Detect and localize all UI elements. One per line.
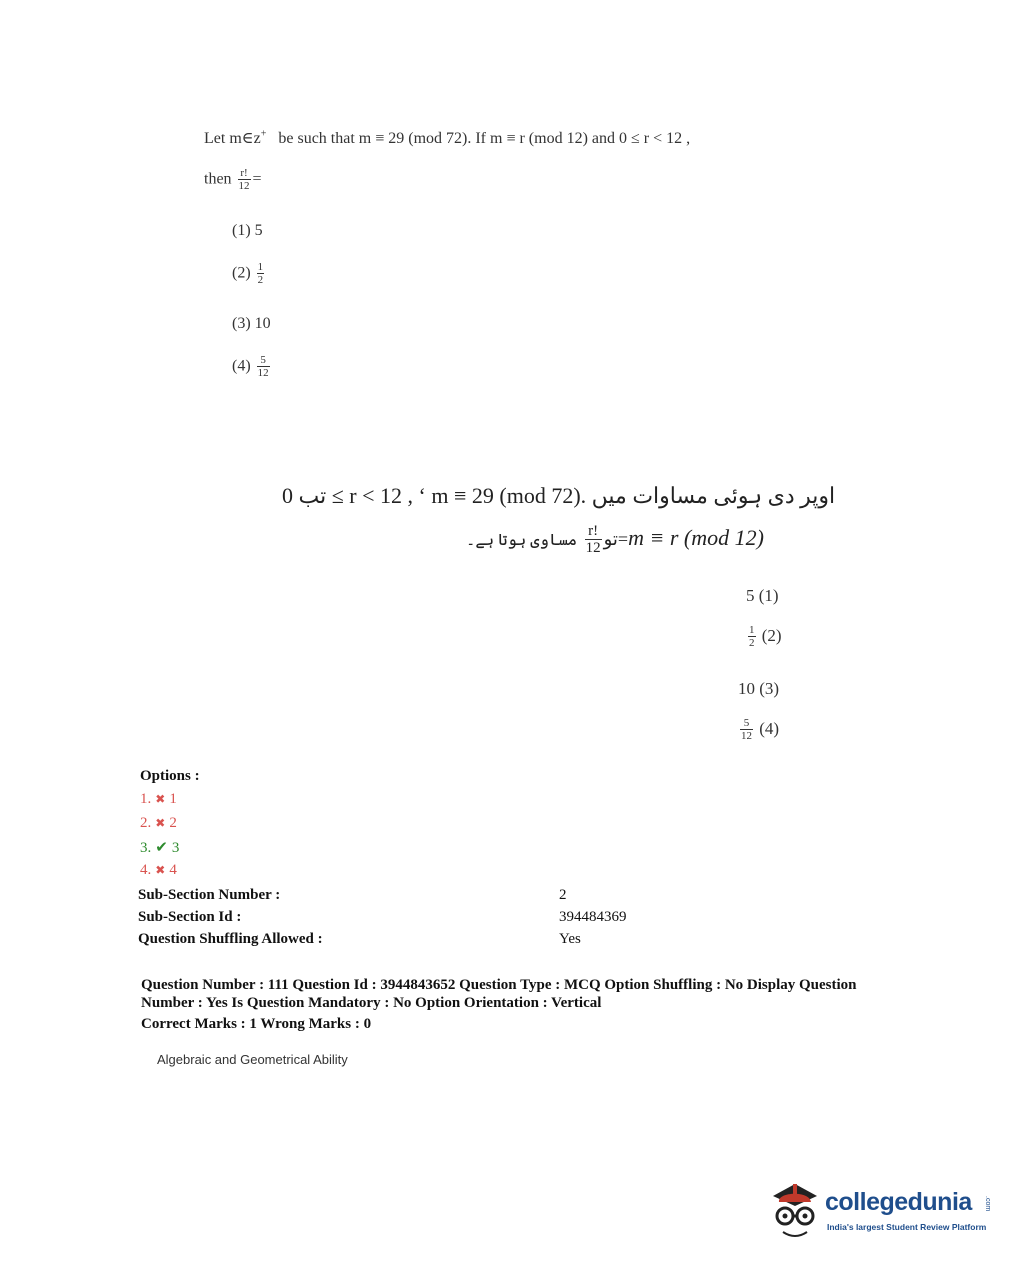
question-meta-line-3: Correct Marks : 1 Wrong Marks : 0 — [141, 1016, 372, 1032]
cross-icon: ✖ — [155, 816, 166, 830]
fraction: $\frac{5}{12}$ — [741, 717, 752, 742]
subsection-id-value: 394484369 — [559, 909, 627, 925]
question-meta-line-1: Question Number : 111 Question Id : 3944843652 Question Type : MCQ Option Shuffling : No Display Question — [141, 977, 857, 993]
en-option-3: (3) 10 — [232, 315, 271, 332]
urdu-question-line-1 — [282, 483, 835, 509]
question-text-cont: be such that m ≡ 29 (mod 72). If m ≡ r (mod 12) and 0 ≤ r < 12 , — [278, 130, 691, 147]
fraction: $\frac{5}{12}$ — [257, 354, 269, 379]
question-line-2 — [204, 168, 262, 192]
mascot-icon — [765, 1176, 825, 1246]
answer-option-1: 1. ✖ 1 — [140, 791, 177, 807]
question-meta-line-2: Number : Yes Is Question Mandatory : No Option Orientation : Vertical — [141, 995, 602, 1011]
question-shuffling-label: Question Shuffling Allowed : — [138, 931, 323, 947]
fraction: $\frac{1}{2}$ — [257, 261, 264, 286]
urdu-question-line-2 — [466, 524, 764, 556]
logo-tagline: India's largest Student Review Platform — [827, 1222, 987, 1232]
logo-tld: .com — [984, 1196, 991, 1212]
fraction-r-factorial-over-12: $\frac{r!}{12}$ — [238, 167, 250, 192]
answer-option-4: 4. ✖ 4 — [140, 862, 177, 878]
subsection-id-label: Sub-Section Id : — [138, 909, 242, 925]
ur-option-3: 10 (3) — [738, 679, 780, 698]
subsection-number-label: Sub-Section Number : — [138, 887, 281, 903]
question-line-1 — [204, 128, 690, 148]
question-then: then — [204, 170, 232, 188]
en-option-1: (1) 5 — [232, 222, 263, 239]
logo-brand: collegedunia — [825, 1188, 972, 1216]
ur-option-4: $\frac{5}{12}$ (4) — [741, 717, 780, 742]
subsection-number-value: 2 — [559, 887, 567, 903]
collegedunia-logo — [765, 1176, 995, 1246]
urdu-text: =تو — [603, 529, 629, 550]
urdu-text: اوپر دی ہوئی مساوات میں — [591, 483, 836, 508]
urdu-text: مساوی ہوتا ہے۔ — [466, 532, 578, 550]
answer-option-2: 2. ✖ 2 — [140, 815, 177, 831]
equals-sign: = — [252, 170, 262, 188]
urdu-math: 0 ≤ r < 12 , ‘ m ≡ 29 (mod 72). — [282, 483, 587, 508]
section-name: Algebraic and Geometrical Ability — [157, 1052, 348, 1067]
answer-option-3: 3. ✔ 3 — [140, 840, 180, 856]
check-icon: ✔ — [155, 840, 168, 856]
ur-option-1: 5 (1) — [746, 586, 779, 605]
cross-icon: ✖ — [155, 792, 166, 806]
question-shuffling-value: Yes — [559, 931, 581, 947]
ur-option-2: $\frac{1}{2}$ (2) — [749, 624, 782, 649]
en-option-2: (2) $\frac{1}{2}$ — [232, 261, 264, 286]
superscript: + — [260, 128, 267, 140]
urdu-math: m ≡ r (mod 12) — [628, 525, 764, 551]
en-option-4: (4) $\frac{5}{12}$ — [232, 354, 269, 379]
fraction: $\frac{1}{2}$ — [749, 624, 755, 649]
fraction-r-factorial-over-12: $\frac{r!}{12}$ — [585, 523, 601, 556]
options-heading: Options : — [140, 768, 200, 784]
urdu-text: تب — [298, 483, 327, 508]
cross-icon: ✖ — [155, 863, 166, 877]
question-text: Let m∈z — [204, 130, 261, 147]
